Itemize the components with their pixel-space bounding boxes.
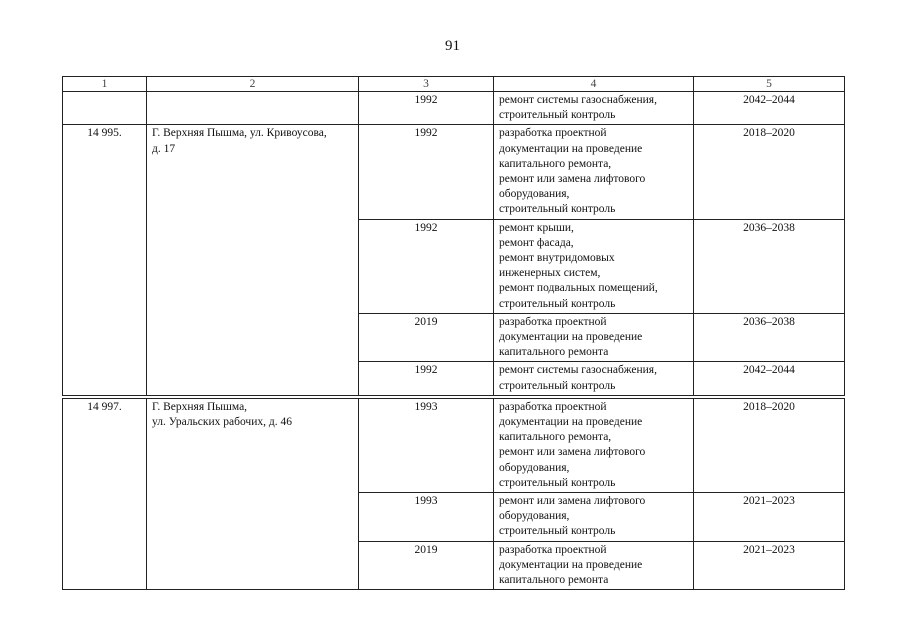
capital-repair-table xyxy=(62,76,845,590)
table-row xyxy=(63,398,845,492)
cell-works: ремонт или замена лифтового оборудования, строительный контроль xyxy=(494,493,694,542)
cell-period: 2021–2023 xyxy=(694,493,845,542)
cell-period: 2036–2038 xyxy=(694,313,845,362)
cell-address: Г. Верхняя Пышма, ул. Уральских рабочих, д. 46 xyxy=(147,398,359,589)
table-row xyxy=(63,92,845,125)
cell-period: 2018–2020 xyxy=(694,125,845,219)
cell-works: разработка проектной документации на проведение капитального ремонта, ремонт или замена лифтового оборудования, строительный контроль xyxy=(494,398,694,492)
cell-works: разработка проектной документации на проведение капитального ремонта xyxy=(494,313,694,362)
cell-number xyxy=(63,92,147,125)
cell-year: 1992 xyxy=(359,92,494,125)
cell-year: 1992 xyxy=(359,219,494,313)
header-col-1: 1 xyxy=(63,77,147,92)
cell-number: 14 995. xyxy=(63,125,147,395)
cell-year: 1992 xyxy=(359,125,494,219)
cell-period: 2021–2023 xyxy=(694,541,845,590)
cell-works: разработка проектной документации на проведение капитального ремонта xyxy=(494,541,694,590)
cell-period: 2036–2038 xyxy=(694,219,845,313)
header-col-2: 2 xyxy=(147,77,359,92)
cell-year: 1992 xyxy=(359,362,494,395)
cell-year: 2019 xyxy=(359,313,494,362)
cell-period: 2042–2044 xyxy=(694,92,845,125)
page-number: 91 xyxy=(445,38,460,54)
table-row xyxy=(63,125,845,219)
table-header-row xyxy=(63,77,845,92)
cell-works: разработка проектной документации на проведение капитального ремонта, ремонт или замена лифтового оборудования, строительный контроль xyxy=(494,125,694,219)
header-col-3: 3 xyxy=(359,77,494,92)
header-col-5: 5 xyxy=(694,77,845,92)
cell-year: 2019 xyxy=(359,541,494,590)
header-col-4: 4 xyxy=(494,77,694,92)
cell-works: ремонт системы газоснабжения, строительный контроль xyxy=(494,362,694,395)
cell-address: Г. Верхняя Пышма, ул. Кривоусова, д. 17 xyxy=(147,125,359,395)
cell-works: ремонт системы газоснабжения, строительный контроль xyxy=(494,92,694,125)
cell-year: 1993 xyxy=(359,398,494,492)
cell-period: 2042–2044 xyxy=(694,362,845,395)
cell-number: 14 997. xyxy=(63,398,147,589)
cell-works: ремонт крыши, ремонт фасада, ремонт внутридомовых инженерных систем, ремонт подвальных помещений, строительный контроль xyxy=(494,219,694,313)
cell-year: 1993 xyxy=(359,493,494,542)
cell-period: 2018–2020 xyxy=(694,398,845,492)
cell-address xyxy=(147,92,359,125)
